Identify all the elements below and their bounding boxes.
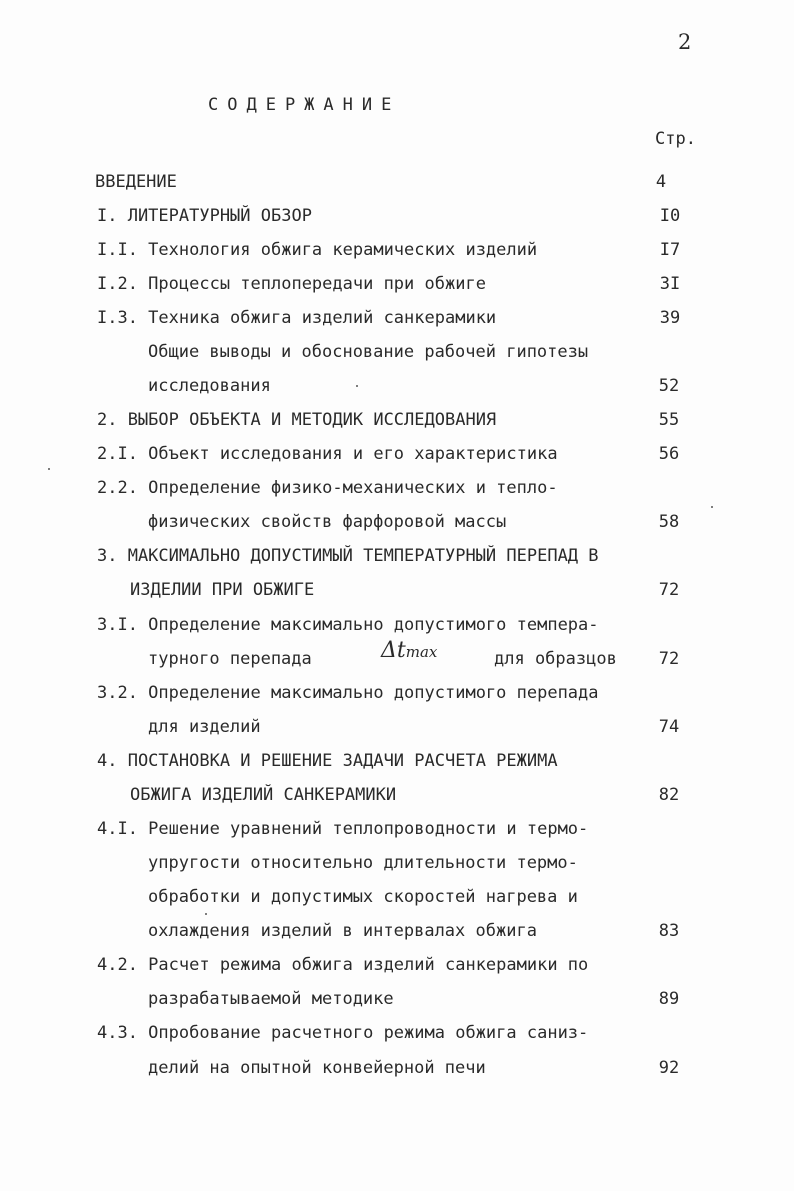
- toc-entry-text: 4.3. Опробование расчетного режима обжига саниз-: [97, 1023, 589, 1043]
- toc-entry-text: ВВЕДЕНИЕ: [95, 172, 177, 192]
- toc-entry-text: 3. МАКСИМАЛЬНО ДОПУСТИМЫЙ ТЕМПЕРАТУРНЫЙ ПЕРЕПАД В: [97, 546, 599, 566]
- toc-entry-text: 2.I. Объект исследования и его характеристика: [97, 444, 558, 464]
- page-number: 2: [678, 30, 692, 54]
- toc-entry-text: 3.I. Определение максимально допустимого темпера-: [97, 615, 599, 635]
- toc-entry-text: I.3. Техника обжига изделий санкерамики: [97, 308, 497, 328]
- toc-entry-text: для образцов: [494, 649, 617, 669]
- toc-entry-text: 4. ПОСТАНОВКА И РЕШЕНИЕ ЗАДАЧИ РАСЧЕТА РЕЖИМА: [97, 751, 558, 771]
- handwritten-delta-t-max: [381, 640, 437, 663]
- toc-entry-text: I. ЛИТЕРАТУРНЫЙ ОБЗОР: [97, 206, 312, 226]
- scan-speck: [711, 506, 713, 508]
- toc-entry-page: 92: [658, 1058, 680, 1078]
- toc-entry-text: 3.2. Определение максимально допустимого перепада: [97, 683, 599, 703]
- toc-entry-text: I.2. Процессы теплопередачи при обжиге: [97, 274, 486, 294]
- toc-entry-page: 83: [658, 921, 680, 941]
- scan-speck: [356, 385, 358, 387]
- toc-entry-text: Общие выводы и обоснование рабочей гипотезы: [148, 342, 589, 362]
- toc-entry-text: для изделий: [148, 717, 261, 737]
- toc-entry-text: разрабатываемой методике: [148, 989, 394, 1009]
- toc-entry-page: 58: [658, 512, 680, 532]
- toc-entry-text: 2.2. Определение физико-механических и тепло-: [97, 478, 558, 498]
- toc-entry-text: охлаждения изделий в интервалах обжига: [148, 921, 537, 941]
- toc-entry-text: упругости относительно длительности термо-: [148, 853, 578, 873]
- toc-entry-page: 4: [655, 172, 667, 192]
- scan-speck: [205, 913, 207, 915]
- toc-entry-page: 74: [658, 717, 680, 737]
- toc-entry-page: 72: [658, 580, 680, 600]
- toc-entry-text: ОБЖИГА ИЗДЕЛИЙ САНКЕРАМИКИ: [130, 785, 397, 805]
- toc-entry-page: 89: [658, 989, 680, 1009]
- toc-entry-page: 82: [658, 785, 680, 805]
- toc-entry-page: I7: [659, 240, 681, 260]
- page-title: СОДЕРЖАНИЕ: [208, 95, 401, 115]
- toc-entry-text: обработки и допустимых скоростей нагрева и: [148, 887, 578, 907]
- toc-entry-page: 72: [658, 649, 680, 669]
- page-column-header: Стр.: [655, 129, 696, 149]
- toc-entry-text: физических свойств фарфоровой массы: [148, 512, 507, 532]
- toc-entry-page: 55: [658, 410, 680, 430]
- toc-entry-text: ИЗДЕЛИИ ПРИ ОБЖИГЕ: [130, 580, 315, 600]
- toc-entry-page: 52: [658, 376, 680, 396]
- toc-entry-text: 4.I. Решение уравнений теплопроводности и термо-: [97, 819, 589, 839]
- toc-entry-page: 56: [658, 444, 680, 464]
- toc-entry-text: исследования: [148, 376, 271, 396]
- toc-entry-page: 3I: [659, 274, 681, 294]
- toc-entry-text: турного перепада: [148, 649, 312, 669]
- handwritten-symbol: Δt: [381, 638, 406, 663]
- toc-entry-page: 39: [659, 308, 681, 328]
- handwritten-subscript: max: [405, 643, 438, 661]
- toc-entry-text: 2. ВЫБОР ОБЪЕКТА И МЕТОДИК ИССЛЕДОВАНИЯ: [97, 410, 497, 430]
- toc-entry-page: I0: [659, 206, 681, 226]
- toc-entry-text: I.I. Технология обжига керамических изделий: [97, 240, 538, 260]
- scan-speck: [48, 468, 50, 470]
- toc-entry-text: 4.2. Расчет режима обжига изделий санкерамики по: [97, 955, 589, 975]
- toc-entry-text: делий на опытной конвейерной печи: [148, 1058, 486, 1078]
